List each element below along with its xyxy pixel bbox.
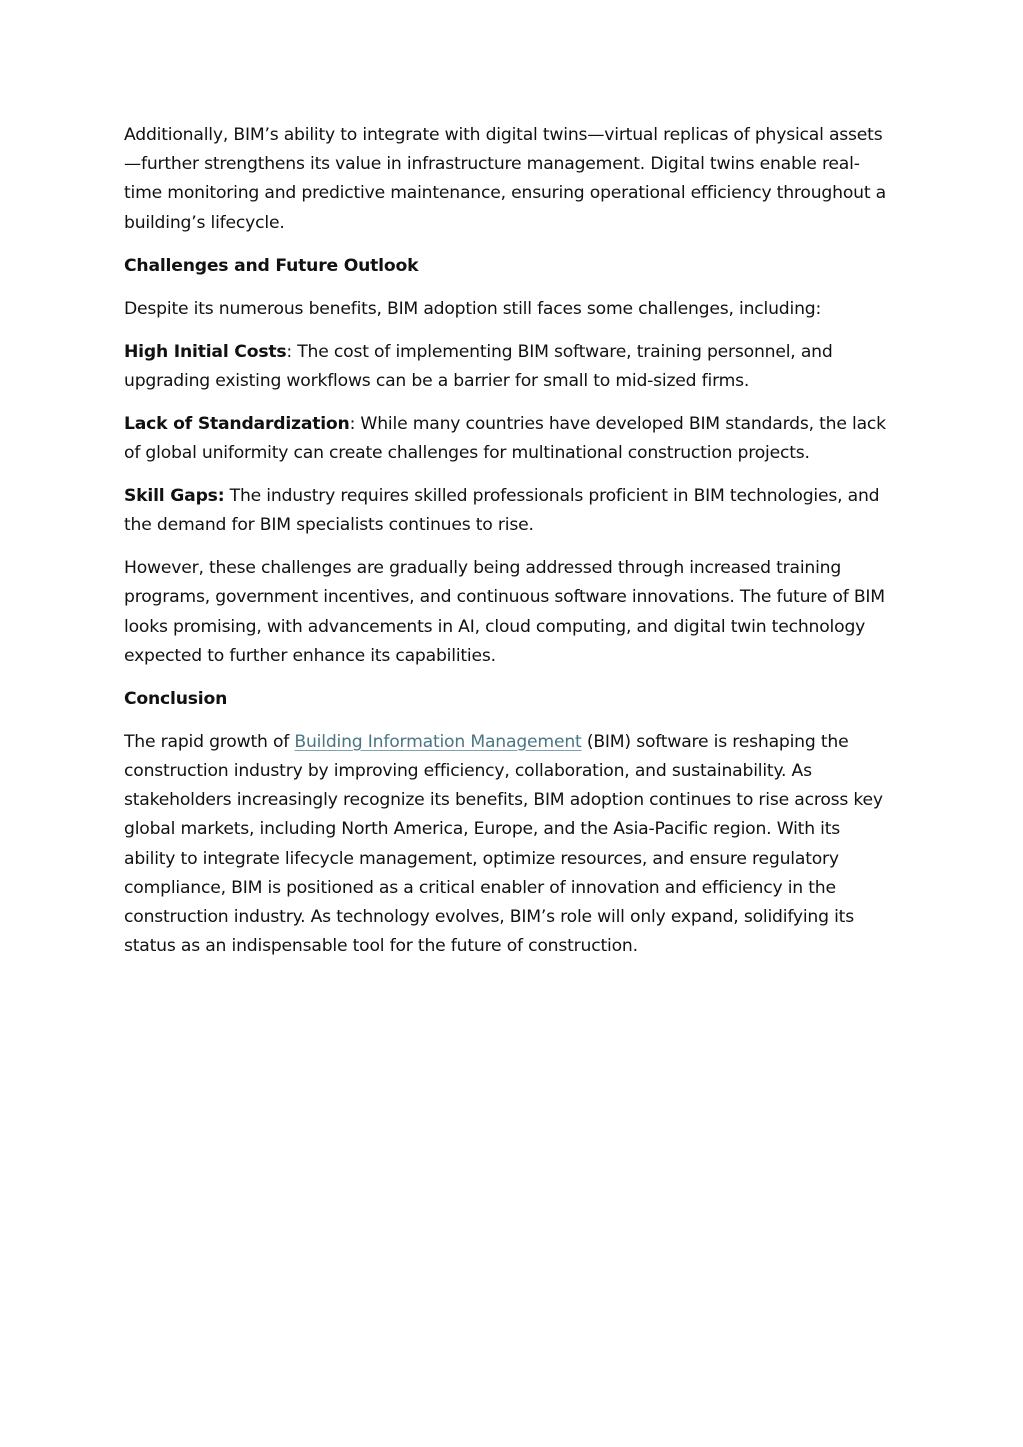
challenge-text-costs: : The cost of implementing BIM software, training personnel, and upgrading existing workflows can be a barrier for small to mid-sized firms. <box>124 341 833 391</box>
challenge-text-standardization: : While many countries have developed BIM standards, the lack of global uniformity can create challenges for multinational construction projects. <box>124 413 886 464</box>
paragraph-digital-twins: Additionally, BIM’s ability to integrate with digital twins—virtual replicas of physical assets—further strengthens its value in infrastructure management. Digital twins enable real-time monitoring and predictive maintenance, ensuring operational efficiency throughout a building’s lifecycle. <box>124 125 886 233</box>
challenge-term-skills: Skill Gaps: <box>124 486 225 507</box>
document-page <box>124 121 894 975</box>
paragraph-conclusion <box>124 728 894 962</box>
challenge-term-standardization: Lack of Standardization <box>124 413 350 434</box>
conclusion-text-after-link: (BIM) software is reshaping the construction industry by improving efficiency, collaboration, and sustainability. As stakeholders increasingly recognize its benefits, BIM adoption continues to rise across key global markets, including North America, Europe, and the Asia-Pacific region. With its ability to integrate lifecycle management, optimize resources, and ensure regulatory compliance, BIM is positioned as a critical enabler of innovation and efficiency in the construction industry. As technology evolves, BIM’s role will only expand, solidifying its status as an indispensable tool for the future of construction. <box>124 731 883 957</box>
challenge-lack-of-standardization <box>124 410 894 468</box>
bim-link[interactable]: Building Information Management <box>294 731 582 752</box>
heading-conclusion: Conclusion <box>124 688 228 709</box>
challenge-high-initial-costs <box>124 338 894 396</box>
challenge-term-costs: High Initial Costs <box>124 341 287 362</box>
heading-challenges: Challenges and Future Outlook <box>124 255 419 276</box>
challenge-skill-gaps <box>124 482 894 540</box>
paragraph-challenges-intro: Despite its numerous benefits, BIM adoption still faces some challenges, including: <box>124 298 822 319</box>
challenge-text-skills: The industry requires skilled professionals proficient in BIM technologies, and the demand for BIM specialists continues to rise. <box>124 486 880 536</box>
paragraph-however: However, these challenges are gradually being addressed through increased training programs, government incentives, and continuous software innovations. The future of BIM looks promising, with advancements in AI, cloud computing, and digital twin technology expected to further enhance its capabilities. <box>124 558 885 666</box>
conclusion-text-before-link: The rapid growth of <box>124 731 295 752</box>
